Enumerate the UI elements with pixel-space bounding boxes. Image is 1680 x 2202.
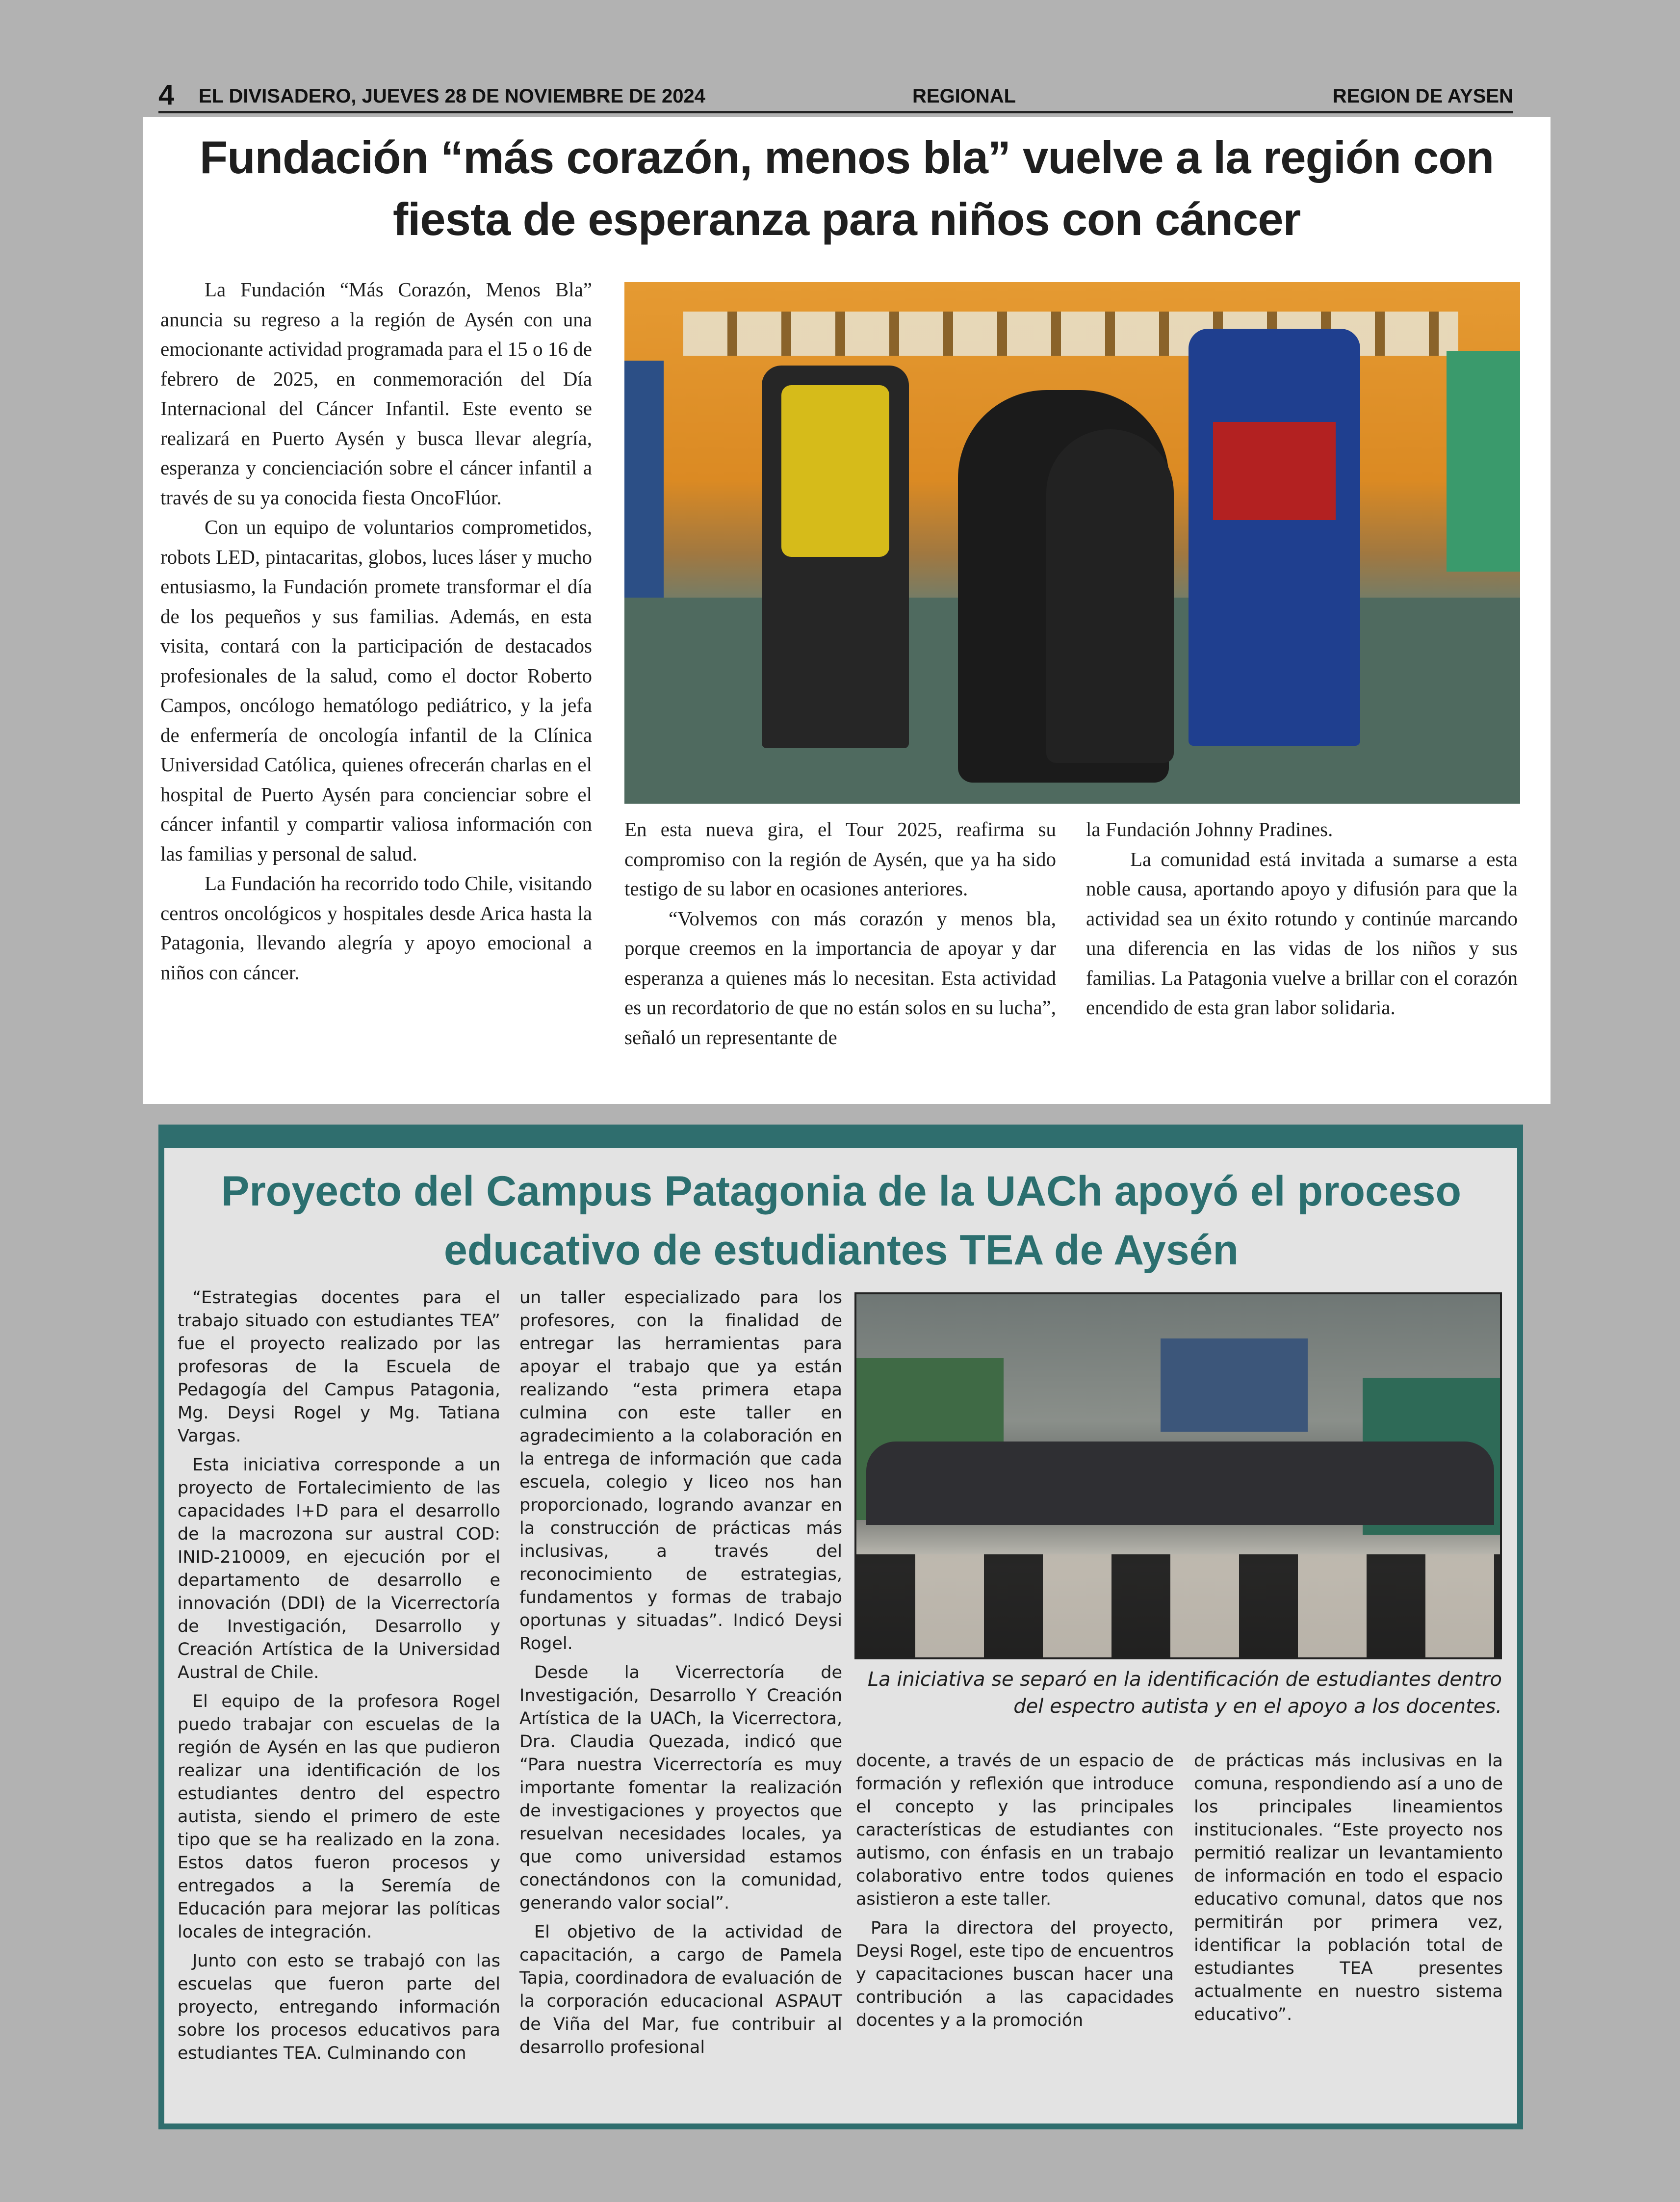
article-uach-title: Proyecto del Campus Patagonia de la UACh apoyó el proceso educativo de estudiantes TEA de Aysén [221, 1168, 1462, 1274]
section-label: REGIONAL [912, 85, 1016, 107]
paragraph: un taller especializado para los profesores, con la finalidad de entregar las herramientas para apoyar el trabajo que ya están realizando “esta primera etapa culmina con este taller en agradecimiento a la colaboración en la entrega de información que cada escuela, colegio y liceo nos han proporcionado, logrando avanzar en la construcción de prácticas más inclusivas, a través del reconocimiento de estrategias, fundamentos y formas de trabajo oportunas y situadas”. Indicó Deysi Rogel. [519, 1288, 842, 1653]
paragraph: El equipo de la profesora Rogel puedo trabajar con escuelas de la región de Aysén en las que pudieron realizar una identificación de los estudiantes dentro del espectro autista, siendo el primero de este tipo que se ha realizado en la zona. Estos datos fueron procesos y entregados a la Seremía de Educación para mejorar las políticas locales de integración. [178, 1692, 500, 1942]
paragraph: Desde la Vicerrectoría de Investigación, Desarrollo Y Creación Artística de la UACh, la Vicerrectora, Dra. Claudia Quezada, indicó que “Para nuestra Vicerrectoría es muy importante fomentar la realización de investigaciones y proyectos que resuelvan necesidades locales, ya que como universidad estamos conectándonos con la comunidad, generando valor social”. [519, 1663, 842, 1913]
article-uach-column-2 [519, 1286, 842, 2065]
article-fundacion-column-3 [1086, 814, 1518, 1022]
paragraph: La Fundación “Más Corazón, Menos Bla” anuncia su regreso a la región de Aysén con una emocionante actividad programada para el 15 o 16 de febrero de 2025, en conmemoración del Día Internacional del Cáncer Infantil. Este evento se realizará en Puerto Aysén y busca llevar alegría, esperanza y concienciación sobre el cáncer infantil a través de su ya conocida fiesta OncoFlúor. [160, 278, 592, 509]
paragraph: Para la directora del proyecto, Deysi Rogel, este tipo de encuentros y capacitaciones buscan hacer una contribución a las capacidades docentes y a la promoción [856, 1918, 1174, 2030]
paragraph: En esta nueva gira, el Tour 2025, reafirma su compromiso con la región de Aysén, que ya ha sido testigo de su labor en ocasiones anteriores. [624, 818, 1056, 900]
article-uach-column-1 [178, 1286, 500, 2071]
paragraph: La comunidad está invitada a sumarse a esta noble causa, aportando apoyo y difusión para que la actividad sea un éxito rotundo y continúe marcando una diferencia en las vidas de los niños y sus familias. La Patagonia vuelve a brillar con el corazón encendido de esta gran labor solidaria. [1086, 847, 1518, 1019]
article-fundacion [143, 117, 1551, 1104]
article-uach-column-3 [856, 1750, 1174, 2038]
blue-red-robot-figure [1189, 329, 1360, 746]
photo-robots-volunteers [624, 282, 1520, 804]
article-fundacion-column-1 [160, 275, 592, 987]
paragraph: Junto con esto se trabajó con las escuelas que fueron parte del proyecto, entregando información sobre los procesos educativos para estudiantes TEA. Culminando con [178, 1951, 500, 2063]
paragraph: Con un equipo de voluntarios comprometidos, robots LED, pintacaritas, globos, luces láser y mucho entusiasmo, la Fundación promete transformar el día de los pequeños y sus familias. Además, en esta visita, contará con la participación de destacados profesionales de la salud, como el doctor Roberto Campos, oncólogo hematólogo pediátrico, y la jefa de enfermería de oncología infantil de la Clínica Universidad Católica, quienes ofrecerán charlas en el hospital de Puerto Aysén para concienciar sobre el cáncer infantil y compartir valiosa información con las familias y personal de salud. [160, 516, 592, 865]
yellow-robot-figure [762, 366, 909, 748]
page-header [158, 79, 1513, 113]
paragraph: de prácticas más inclusivas en la comuna, respondiendo así a uno de los principales lineamientos institucionales. “Este proyecto nos permitió realizar un levantamiento de información en todo el espacio educativo comunal, datos que nos permitirán por primera vez, identificar la población total de estudiantes TEA presentes actualmente en nuestro sistema educativo”. [1194, 1751, 1503, 2024]
article-fundacion-title: Fundación “más corazón, menos bla” vuelve a la región con fiesta de esperanza para niños con cáncer [199, 131, 1494, 245]
paragraph: “Estrategias docentes para el trabajo situado con estudiantes TEA” fue el proyecto realizado por las profesoras de la Escuela de Pedagogía del Campus Patagonia, Mg. Deysi Rogel y Mg. Tatiana Vargas. [178, 1288, 500, 1446]
page-number: 4 [158, 79, 175, 111]
photo-caption: La iniciativa se separó en la identificación de estudiantes dentro del espectro autista y en el apoyo a los docentes. [867, 1668, 1502, 1718]
paragraph: docente, a través de un espacio de formación y reflexión que introduce el concepto y las principales características de estudiantes con autismo, con énfasis en un trabajo colaborativo entre todos quienes asistieron a este taller. [856, 1751, 1174, 1909]
paragraph: la Fundación Johnny Pradines. [1086, 818, 1333, 840]
region-label: REGION DE AYSEN [1332, 85, 1513, 107]
paragraph: “Volvemos con más corazón y menos bla, porque creemos en la importancia de apoyar y dar esperanza a quienes más lo necesitan. Esta actividad es un recordatorio de que no están solos en su lucha”, señaló un representante de [624, 907, 1056, 1049]
article-fundacion-column-2 [624, 814, 1056, 1052]
article-uach [158, 1125, 1523, 2129]
paper-name-date: EL DIVISADERO, JUEVES 28 DE NOVIEMBRE DE 2024 [199, 85, 705, 107]
photo-workshop-group [854, 1292, 1502, 1659]
article-uach-column-4 [1194, 1750, 1503, 2032]
projection-screen [1161, 1338, 1308, 1432]
paragraph: La Fundación ha recorrido todo Chile, visitando centros oncológicos y hospitales desde Arica hasta la Patagonia, llevando alegría y apoyo emocional a niños con cáncer. [160, 872, 592, 984]
teachers-group [866, 1442, 1494, 1525]
paragraph: Esta iniciativa corresponde a un proyecto de Fortalecimiento de las capacidades I+D para el desarrollo de la macrozona sur austral COD: INID-210009, en ejecución por el departamento de desarrollo e innovación (DDI) de la Vicerrectoría de Investigación, Desarrollo y Creación Artística de la Universidad Austral de Chile. [178, 1455, 500, 1682]
paragraph: El objetivo de la actividad de capacitación, a cargo de Pamela Tapia, coordinadora de evaluación de la corporación educacional ASPAUT de Viña del Mar, fue contribuir al desarrollo profesional [519, 1922, 842, 2057]
